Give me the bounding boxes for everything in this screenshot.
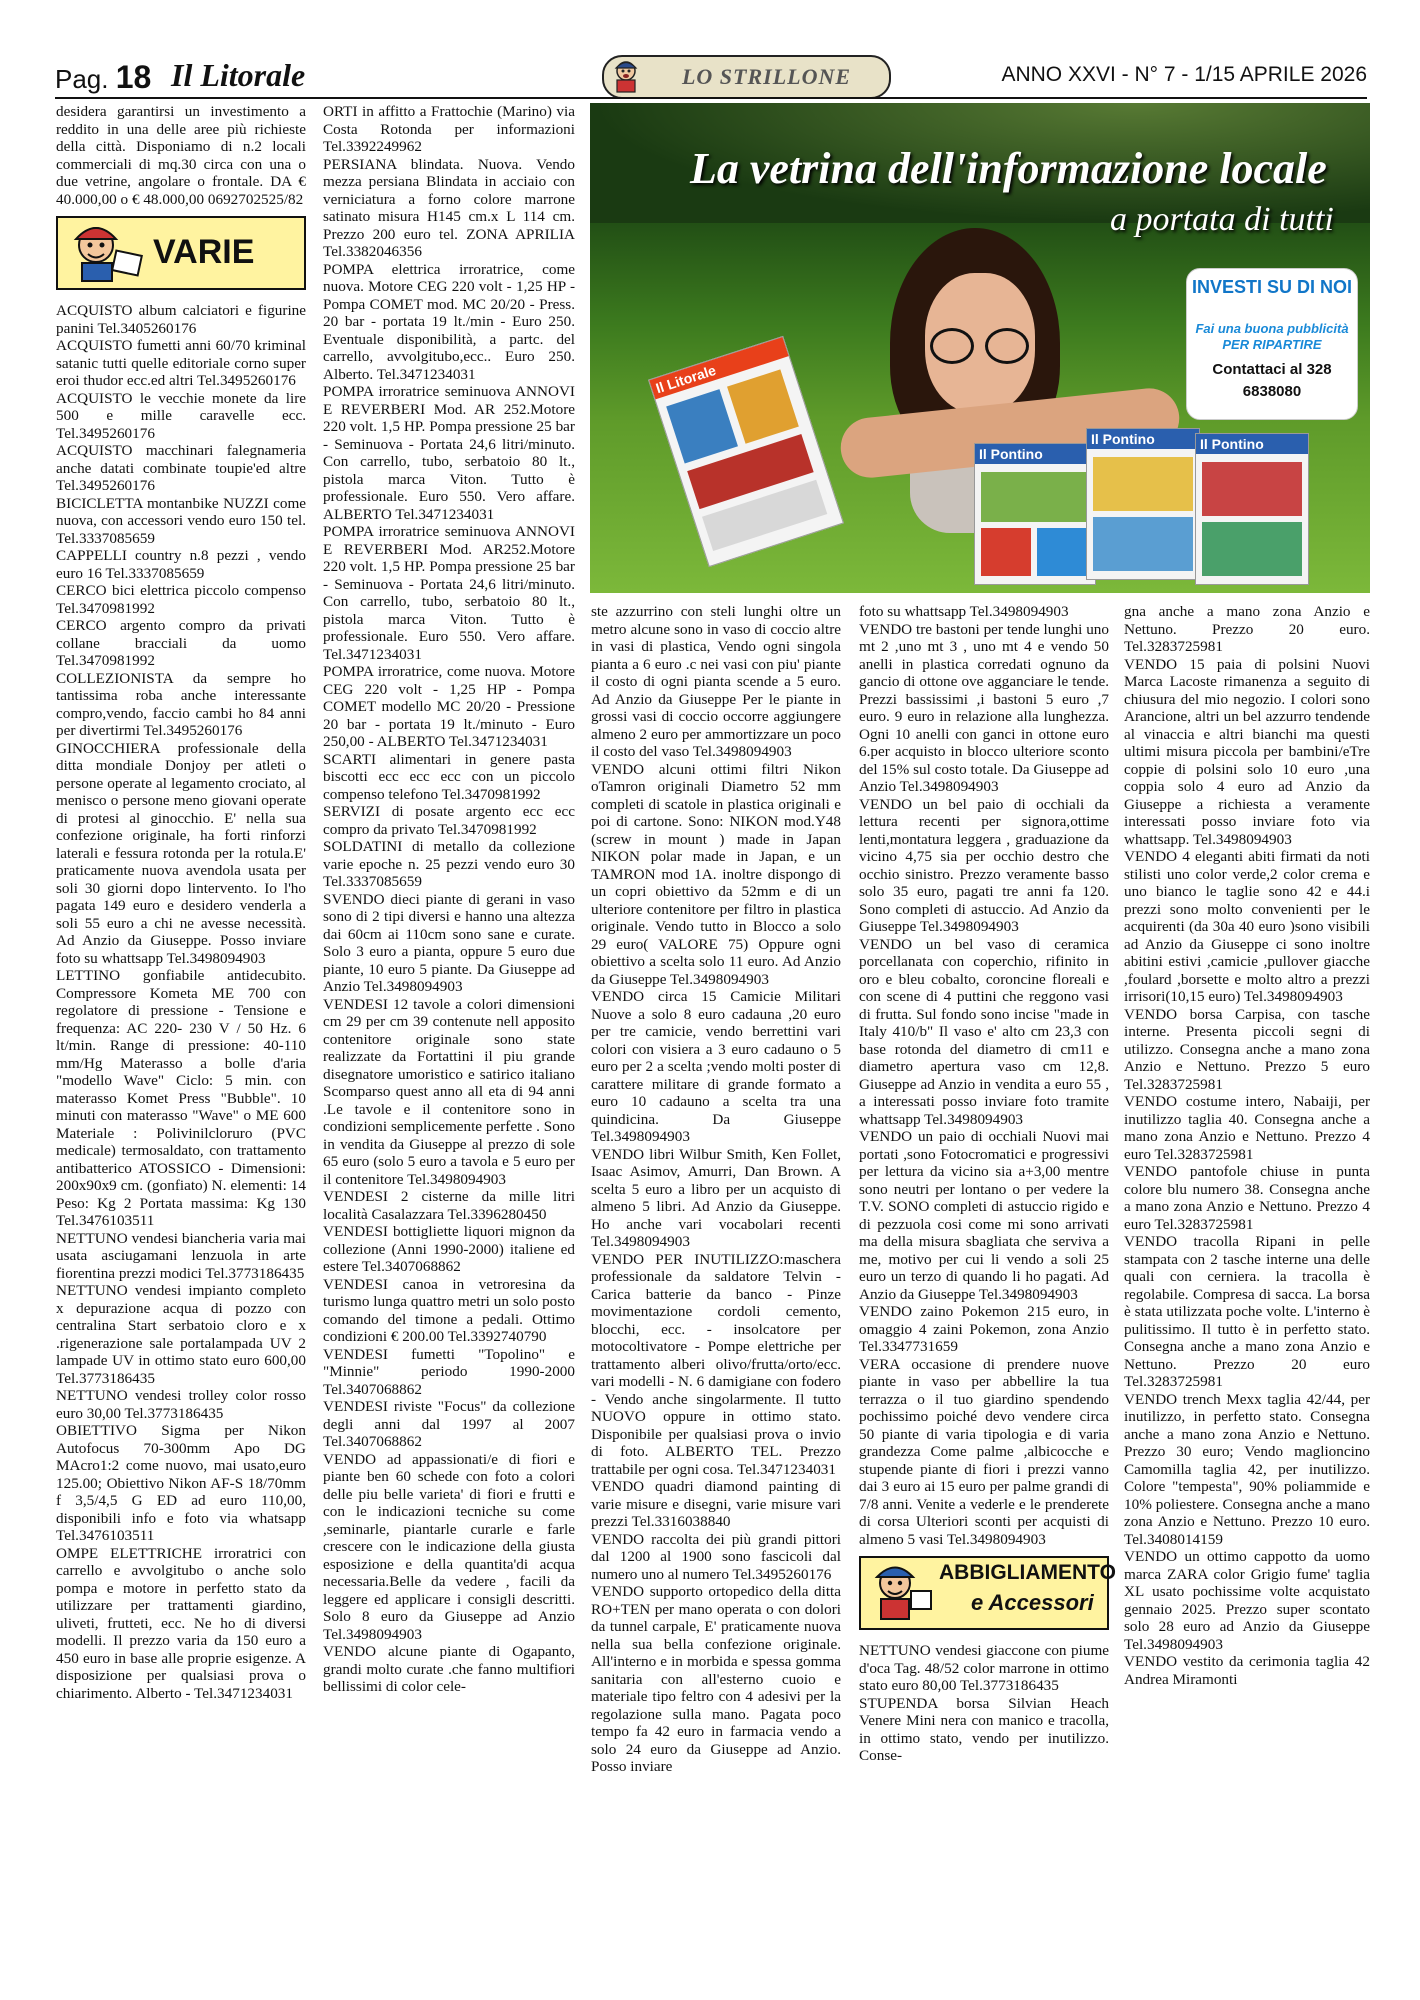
classified-ad: NETTUNO vendesi trolley color rosso euro 30,00 Tel.3773186435 (56, 1387, 306, 1422)
header-rule (55, 97, 1367, 99)
column-3 (591, 603, 841, 1776)
section-header-abbigliamento (859, 1556, 1116, 1630)
magazine-title: Il Pontino (1196, 434, 1308, 454)
classified-ad: VENDO tracolla Ripani in pelle stampata con 2 tasche interne una delle quali con cerniera. la tracolla è regolabile. Compresa di sacca. La borsa è stata utilizzata poche volte. L'interno è pulitissimo. Il tutto è in perfetto stato. Consegna anche a mano zona Anzio e Nettuno. Prezzo 20 euro Tel.3283725981 (1124, 1233, 1370, 1390)
section-title: ABBIGLIAMENTO (939, 1561, 1116, 1584)
classified-ad: ACQUISTO le vecchie monete da lire 500 e mille caravelle ecc. Tel.3495260176 (56, 389, 306, 442)
classified-ad: VENDO un paio di occhiali Nuovi mai portati ,sono Fotocromatici e progressivi per lettura da vicino sia a+3,00 mentre sono neutri per lontano o per vedere la T.V. SONO completi di astuccio rigido e di pezzuola cosi come mi sono arrivati ma della misura sbagliata che serviva a me, motivo per cui li vendo a soli 25 euro un terzo di quando li ho pagati. Ad Anzio da Giuseppe Tel.3498094903 (859, 1128, 1109, 1303)
promo-subtitle: Fai una buona pubblicità PER RIPARTIRE (1195, 321, 1349, 352)
classified-ad: SOLDATINI di metallo da collezione varie epoche n. 25 pezzi vendo euro 30 Tel.3337085659 (323, 838, 575, 890)
classified-ad: VENDO zaino Pokemon 215 euro, in omaggio 4 zaini Pokemon, zona Anzio Tel.3347731659 (859, 1303, 1109, 1355)
glasses-icon (930, 328, 974, 364)
magazine-image-icon (1037, 528, 1089, 576)
column-4 (859, 603, 1116, 1765)
classified-ad: CERCO argento compro da privati collane bracciali da uomo Tel.3470981992 (56, 617, 306, 669)
ad-headline: La vetrina dell'informazione locale (690, 144, 1327, 193)
cartoon-mascot-icon (62, 223, 144, 283)
magazine-image-icon (1093, 457, 1193, 511)
section-header-varie (56, 216, 306, 290)
classified-ad: VENDO PER INUTILIZZO:maschera professionale da saldatore Telvin - Carica batterie da banco - Pinze movimentazione cordoli cemento, blocchi, ecc. - insolcatore per motocoltivatore - Pompe elettriche per trattamento alberi olivo/frutta/orto/ecc. vari modelli - N. 6 damigiane con fodero - Vendo anche singolarmente. Il tutto NUOVO oppure in ottimo stato. Disponibile per qualsiasi prova o invio di foto. ALBERTO TEL. Prezzo trattabile per ogni cosa. Tel.3471234031 (591, 1250, 841, 1478)
page-label: Pag. (55, 64, 109, 94)
classified-ad: COLLEZIONISTA da sempre ho tantissima roba anche interessante compro,vendo, faccio cambi ho 84 anni per divertirmi Tel.3495260176 (56, 669, 306, 739)
classified-ad: VENDO trench Mexx taglia 42/44, per inutilizzo, in perfetto stato. Consegna anche a mano zona Anzio e Nettuno. Prezzo 30 euro; Vendo maglioncino Camomilla taglia 42, per inutilizzo. Colore "tempesta", 90% poliammide e 10% poliestere. Consegna anche a mano zona Anzio e Nettuno. Prezzo 10 euro. Tel.3408014159 (1124, 1390, 1370, 1548)
classified-ad: SERVIZI di posate argento ecc ecc compro da privato Tel.3470981992 (323, 803, 575, 838)
classified-ad: OBIETTIVO Sigma per Nikon Autofocus 70-300mm Apo DG MAcro1:2 come nuovo, mai usato,euro 125.00; Obiettivo Nikon AF-S 18/70mm f 3,5/4,5 G ED ad euro 110,00, disponibili info e foto via whatsapp Tel.3476103511 (56, 1422, 306, 1544)
newsboy-icon (608, 59, 644, 93)
column-2 (323, 103, 575, 1696)
classified-ad: VENDO vestito da cerimonia taglia 42 Andrea Miramonti (1124, 1653, 1370, 1688)
classified-ad: VENDESI fumetti "Topolino" e "Minnie" periodo 1990-2000 Tel.3407068862 (323, 1345, 575, 1398)
section-subtitle: e Accessori (971, 1590, 1094, 1615)
classified-ad: VENDO circa 15 Camicie Militari Nuove a solo 8 euro cadauna ,20 euro per tre camicie, vendo berrettini vari colori con visiera a 3 euro cadauno o 5 euro per 2 a scelta ;vendo molti poster di carattere militare di grande formato a euro 10 cadauno a scelta tra una quindicina. Da Giuseppe Tel.3498094903 (591, 988, 841, 1145)
classified-ad: CERCO bici elettrica piccolo compenso Tel.3470981992 (56, 582, 306, 617)
classified-ad: VENDO borsa Carpisa, con tasche interne. Presenta piccoli segni di utilizzo. Consegna anche a mano zona Anzio e Nettuno. Prezzo 5 euro Tel.3283725981 (1124, 1005, 1370, 1093)
classified-ad: SVENDO dieci piante di gerani in vaso sono di 2 tipi diversi e hanno una altezza dai 60cm ai 110cm sono sane e curate. Solo 3 euro a pianta, oppure 5 euro due piante, 10 euro 5 piante. Da Giuseppe ad Anzio Tel.3498094903 (323, 890, 575, 995)
page-number-value: 18 (115, 59, 152, 95)
magazine-title: Il Pontino (1087, 429, 1199, 449)
ad-magazine-right-2 (1086, 428, 1200, 580)
classified-ad: VENDO pantofole chiuse in punta colore blu numero 38. Consegna anche a mano zona Anzio e Nettuno. Prezzo 4 euro Tel.3283725981 (1124, 1163, 1370, 1233)
promo-title: INVESTI SU DI NOI (1191, 277, 1353, 297)
classified-ad: VENDO quadri diamond painting di varie misure e disegni, varie misure vari prezzi Tel.3316038840 (591, 1478, 841, 1530)
classified-ad: ACQUISTO fumetti anni 60/70 kriminal satanic tutti quelle editoriale corno super eroi thudor ecc.ed altri Tel.3495260176 (56, 337, 306, 389)
classified-ad: VENDO costume intero, Nabaiji, per inutilizzo taglia 40. Consegna anche a mano zona Anzio e Nettuno. Prezzo 4 euro Tel.3283725981 (1124, 1093, 1370, 1163)
classified-ad: VENDO alcune piante di Ogapanto, grandi molto curate .che fanno multifiori bellissimi di color cele- (323, 1643, 575, 1695)
classified-ad: STUPENDA borsa Silvian Heach Venere Mini nera con manico e tracolla, in ottimo stato, vendo per inutilizzo. Conse- (859, 1694, 1109, 1764)
section-title: VARIE (153, 233, 255, 272)
page-header (55, 55, 1367, 95)
classified-ad: VENDO supporto ortopedico della ditta RO+TEN per mano operata o con dolori da tunnel carpale, E' praticamente nuova nella sua bella confezione originale. All'interno e in morbida e spessa gomma sanitaria con all'esterno cuoio e materiale tipo feltro con 4 adesivi per la regolazione sulla mano. Pagata poco tempo fa 42 euro in farmacia vendo a solo 24 euro da Giuseppe ad Anzio. Posso inviare (591, 1583, 841, 1775)
ad-magazine-right-1 (974, 443, 1096, 585)
classified-ad: CAPPELLI country n.8 pezzi , vendo euro 16 Tel.3337085659 (56, 547, 306, 582)
classified-ad: NETTUNO vendesi giaccone con piume d'oca Tag. 48/52 color marrone in ottimo stato euro 80,00 Tel.3773186435 (859, 1642, 1109, 1694)
classified-ad: VENDO ad appassionati/e di fiori e piante ben 60 schede con foto a colori delle piu belle varieta' di fiori e frutti e con le indicazioni tecniche su come ,seminarle, piantarle curarle e farle crescere con le indicazione della giusta esposizione e della quantita'di acqua necessaria.Belle da vedere , facili da leggere ed applicare i consigli descritti. Solo 8 euro da Giuseppe ad Anzio Tel.3498094903 (323, 1450, 575, 1643)
classified-ad: VENDO un bel vaso di ceramica porcellanata con coperchio, rifinito in oro e bleu cobalto, coroncine floreali e con scene di 4 puttini che reggono vasi di frutta. Sul fondo sono incise "made in Italy 410/b" Il vaso e' alto cm 23,3 con base rotonda del diametro di cm11 e diametro apertura vaso cm 12,8. Giuseppe ad Anzio in vendita a euro 55 , a interessati posso inviare foto tramite whattsapp Tel.3498094903 (859, 935, 1109, 1128)
classified-ad: NETTUNO vendesi biancheria varia mai usata asciugamani lenzuola in arte fiorentina prezzi modici Tel.3773186435 (56, 1229, 306, 1282)
issue-info: ANNO XXVI - N° 7 - 1/15 APRILE 2026 (1001, 63, 1367, 86)
classified-ad: VENDESI canoa in vetroresina da turismo lunga quattro metri un solo posto comando del timone a pedali. Ottimo condizioni € 200.00 Tel.3392740790 (323, 1275, 575, 1345)
glasses-icon (985, 328, 1029, 364)
classified-ad: VENDO libri Wilbur Smith, Ken Follet, Isaac Asimov, Amurri, Dan Brown. A scelta 5 euro a libro per un acquisto di almeno 5 libri. Ad Anzio da Giuseppe. Ho anche vari vocabolari recenti Tel.3498094903 (591, 1145, 841, 1250)
classified-ad: foto su whattsapp Tel.3498094903 (859, 603, 1069, 620)
classified-ad: VENDESI riviste "Focus" da collezione degli anni dal 1997 al 2007 Tel.3407068862 (323, 1398, 575, 1450)
classified-ad: VENDO tre bastoni per tende lunghi uno mt 2 ,uno mt 3 , uno mt 4 e vendo 50 anelli in plastica corredati ognuno da gancio di ottone ove agganciare le tende. Prezzi bassissimi ,i bastoni 5 euro ,7 euro. 9 euro in relazione alla lunghezza. Ogni 10 anelli con ganci in ottone euro 6.per acquisto in blocco ulteriore sconto del 15% sul costo totale. Da Giuseppe ad Anzio Tel.3498094903 (859, 620, 1109, 795)
classified-ad: VENDESI 12 tavole a colori dimensioni cm 29 per cm 39 contenute nell apposito contenitore originale sono state realizzate da Fortattini il piu grande disegnatore umoristico e satirico italiano Scomparso quest anno all eta di 94 anni .Le tavole e il contenitore sono in condizioni semplicemente perfette . Sono in vendita da Giuseppe al prezzo di sole 65 euro (solo 5 euro a tavola e 5 euro per il contenitore Tel.3498094903 (323, 995, 575, 1188)
lo-strillone-logo (602, 55, 891, 99)
classified-ad: VENDO 15 paia di polsini Nuovi Marca Lacoste rimanenza a seguito di chiusura del mio negozio. I colori sono Arancione, altri un bel azzurro tendende al vinaccia e altri bianchi ma questi ultimi misura piccola per bambini/eTre coppie di polsini solo 10 euro ,una coppia solo 4 euro ad Anzio da Giuseppe a richiesta a veramente interessati posso inviare foto via whattsapp. Tel.3498094903 (1124, 655, 1370, 848)
column-5 (1124, 603, 1370, 1688)
magazine-image-icon (981, 472, 1089, 522)
classified-ad: POMPA irroratrice seminuova ANNOVI E REVERBERI Mod. AR252.Motore 220 volt. 1,5 HP. Pompa pressione 25 bar - Seminuova - Portata 24,6 litri/minuto. Con carrello, tubo, serbatoio 80 lt., pistola marca Viton. Tutto è professionale. Euro 550. Vero affare. Tel.3471234031 (323, 523, 575, 663)
classified-ad: VENDO alcuni ottimi filtri Nikon oTamron originali Diametro 52 mm completi di scatole in plastica originali e poi di cartone. Sono: NIKON mod.Y48 (screw in mount ) made in Japan NIKON polar made in Japan, e un TAMRON mod 1A. inoltre dispongo di un copri obiettivo da 52mm e di un ulteriore contenitore per filtro in plastica originale. Vendo tutto in Blocco a solo 29 euro( VALORE 75) Oppure ogni obiettivo a scelta solo 11 euro. Ad Anzio da Giuseppe Tel.3498094903 (591, 760, 841, 988)
ad-magazine-left (648, 336, 844, 567)
classified-ad: VENDESI bottigliette liquori mignon da collezione (Anni 1990-2000) italiene ed estere Tel.3407068862 (323, 1223, 575, 1275)
classified-ad: desidera garantirsi un investimento a reddito in una delle aree più richieste della città. Disponiamo di n.2 locali commerciali di mq.30 circa con una o due vetrine, angolare o frontale. DA € 40.000,00 o € 48.000,00 0692702525/82 (56, 103, 306, 208)
classified-ad: OMPE ELETTRICHE irroratrici con carrello e avvolgitubo o anche solo pompa e motore in perfetto stato da utilizzare per trattamenti giardino, uliveti, frutteti, ecc. Ne ho di diversi modelli. Il prezzo varia da 150 euro a 450 euro in base alle proprie esigenze. A disposizione per qualsiasi prova o chiarimento. Alberto - Tel.3471234031 (56, 1544, 306, 1702)
classified-ad: VENDO 4 eleganti abiti firmati da noti stilisti uno color verde,2 color crema e uno bianco le taglie sono 42 e 44.i prezzi sono molto convenienti per le acquirenti (da 30a 40 euro )sono visibili ad Anzio da Giuseppe ci sono inoltre abitini estivi ,camicie ,pullover giacche ,foulard ,borsette e molto altro a prezzi irrisori(10,15 euro) Tel.3498094903 (1124, 848, 1370, 1005)
classified-ad: VENDO un ottimo cappotto da uomo marca ZARA color Grigio fume' taglia XL usato pochissime volte acquistato gennaio 2025. Prezzo super scontato solo 28 euro ad Anzio da Giuseppe Tel.3498094903 (1124, 1548, 1370, 1653)
promo-contact: Contattaci al 328 6838080 (1212, 361, 1332, 400)
classified-ad: VENDESI 2 cisterne da mille litri località Casalazzara Tel.3396280450 (323, 1188, 575, 1223)
classified-ad: gna anche a mano zona Anzio e Nettuno. Prezzo 20 euro. Tel.3283725981 (1124, 603, 1370, 655)
classified-ad: VENDO un bel paio di occhiali da lettura recenti per signora,ottime lenti,montatura leggera , graduazione da vicino 4,75 sia per occhio destro che occhio sinistro. Prezzo veramente basso solo 35 euro, pagati tre anni fa 120. Sono completi di astuccio. Ad Anzio da Giuseppe Tel.3498094903 (859, 795, 1109, 935)
classified-ad: GINOCCHIERA professionale della ditta mondiale Donjoy per atleti o persone operate al legamento crociato, al menisco o persone meno giovani operate di protesi al ginocchio. E' nella sua confezione originale, ha forti rinforzi laterali e fessura rotonda per la rotula.E' praticamente nuova avendola usata per soli 30 giorni dopo lintervento. Io l'ho pagata 149 euro e desidero venderla a soli 55 euro a chi ne avesse necessità. Ad Anzio da Giuseppe. Posso inviare foto su whattsapp Tel.3498094903 (56, 739, 306, 967)
classified-ad: POMPA irroratrice, come nuova. Motore CEG 220 volt - 1,25 HP - Pompa COMET modello MC 20/20 - Pressione 20 bar - portata 19 lt./minuto - Euro 250,00 - ALBERTO Tel.3471234031 (323, 663, 575, 750)
classified-ad: ACQUISTO album calciatori e figurine panini Tel.3405260176 (56, 302, 306, 337)
logo-text: LO STRILLONE (681, 64, 852, 89)
classified-ad: POMPA irroratrice seminuova ANNOVI E REVERBERI Mod. AR 252.Motore 220 volt. 1,5 HP. Pompa pressione 25 bar - Seminuova - Portata 24,6 litri/minuto. Con carrello, tubo, serbatoio 80 lt., pistola marca Viton. Tutto è professionale. Euro 550. Vero affare. ALBERTO Tel.3471234031 (323, 383, 575, 523)
magazine-title: Il Litorale (649, 337, 788, 399)
classified-ad: NETTUNO vendesi impianto completo x depurazione acqua di pozzo con centralina Start serbatoio cloro e x .rigenerazione sale portalampada UV 2 lampade UV in ottimo stato euro 600,00 Tel.3773186435 (56, 1282, 306, 1387)
classified-ad: POMPA elettrica irroratrice, come nuova. Motore CEG 220 volt - 1,25 HP - Pompa COMET mod. MC 20/20 - Press. 20 bar - portata 19 lt./min - Euro 250. Eventuale disponibilità, a partc. del carrello, avvolgitubo,ecc.. Euro 250. Alberto. Tel.3471234031 (323, 260, 575, 383)
magazine-image-icon (1093, 517, 1193, 571)
classified-ad: VERA occasione di prendere nuove piante in vaso per abbellire la tua terrazza o il tuo giardino spendendo pochissimo poiché devo vendere circa 50 piante di varia tipologia e di varia grandezza Come palme ,albicocche e stupende piante di fiori i prezzi vanno dai 3 euro ai 15 euro per palme grandi di 7/8 anni. Venite a vederle e le prenderete di corsa Ulteriori sconti per acquisti di almeno 5 vasi Tel.3498094903 (859, 1355, 1109, 1548)
ad-promo-box (1186, 268, 1358, 420)
magazine-title: Il Pontino (975, 444, 1095, 464)
classified-ad: LETTINO gonfiabile antidecubito. Compressore Kometa ME 700 con regolatore di pressione - Tensione e frequenza: AC 220- 230 V / 50 Hz. 6 lt/min. Range di pressione: 40-110 mm/Hg Materasso a bolle d'aria "modello Wave" Ciclo: 5 min. con materasso Komet Press "Bubble". 10 minuti con materasso "Wave" o ME 600 Materiale : Polivinilcloruro (PVC medicale) termosaldato, con trattamento antibatterico ATOSSICO - Dimensioni: 200x90x9 cm. (gonfiato) N. elementi: 14 Peso: Kg 2 Portata massima: Kg 130 Tel.3476103511 (56, 967, 306, 1229)
newspaper-title: Il Litorale (171, 57, 306, 93)
magazine-image-icon (727, 369, 799, 443)
advertisement-banner (590, 103, 1370, 593)
classified-ad: VENDO raccolta dei più grandi pittori dal 1200 al 1900 sono fascicoli dal numero uno al numero Tel.3495260176 (591, 1530, 841, 1583)
magazine-image-icon (1202, 462, 1302, 516)
ad-magazine-right-3 (1195, 433, 1309, 585)
classified-ad: SCARTI alimentari in genere pasta biscotti ecc ecc ecc con un piccolo compenso telefono Tel.3470981992 (323, 750, 575, 803)
classified-ad: PERSIANA blindata. Nuova. Vendo mezza persiana Blindata in acciaio con verniciatura a forno colore marrone satinato misura H145 cm.x L 114 cm. Prezzo 200 euro tel. ZONA APRILIA Tel.3382046356 (323, 155, 575, 260)
classified-ad: ORTI in affitto a Frattochie (Marino) via Costa Rotonda per informazioni Tel.3392249962 (323, 103, 575, 155)
ad-subline: a portata di tutti (1110, 201, 1334, 238)
classified-ad: ste azzurrino con steli lunghi oltre un metro alcune sono in vaso di coccio altre in vasi di plastica, Vendo ogni singola pianta a 6 euro .c nei vasi con piu' piante il costo di ogni pianta scende a 5 euro. Ad Anzio da Giuseppe Per le piante in grossi vasi di coccio occorre aggiungere almeno 2 euro per ammortizzare un poco il costo del vaso Tel.3498094903 (591, 603, 841, 760)
classified-ad: ACQUISTO macchinari falegnameria anche datati combinate toupie'ed altre Tel.3495260176 (56, 442, 306, 494)
column-1 (56, 103, 306, 1702)
magazine-image-icon (981, 528, 1031, 576)
magazine-image-icon (1202, 522, 1302, 576)
cartoon-mascot-icon (865, 1563, 935, 1623)
classified-ad: BICICLETTA montanbike NUZZI come nuova, con accessori vendo euro 150 tel. Tel.3337085659 (56, 494, 306, 547)
magazine-image-icon (666, 389, 738, 463)
page-number (55, 59, 151, 96)
